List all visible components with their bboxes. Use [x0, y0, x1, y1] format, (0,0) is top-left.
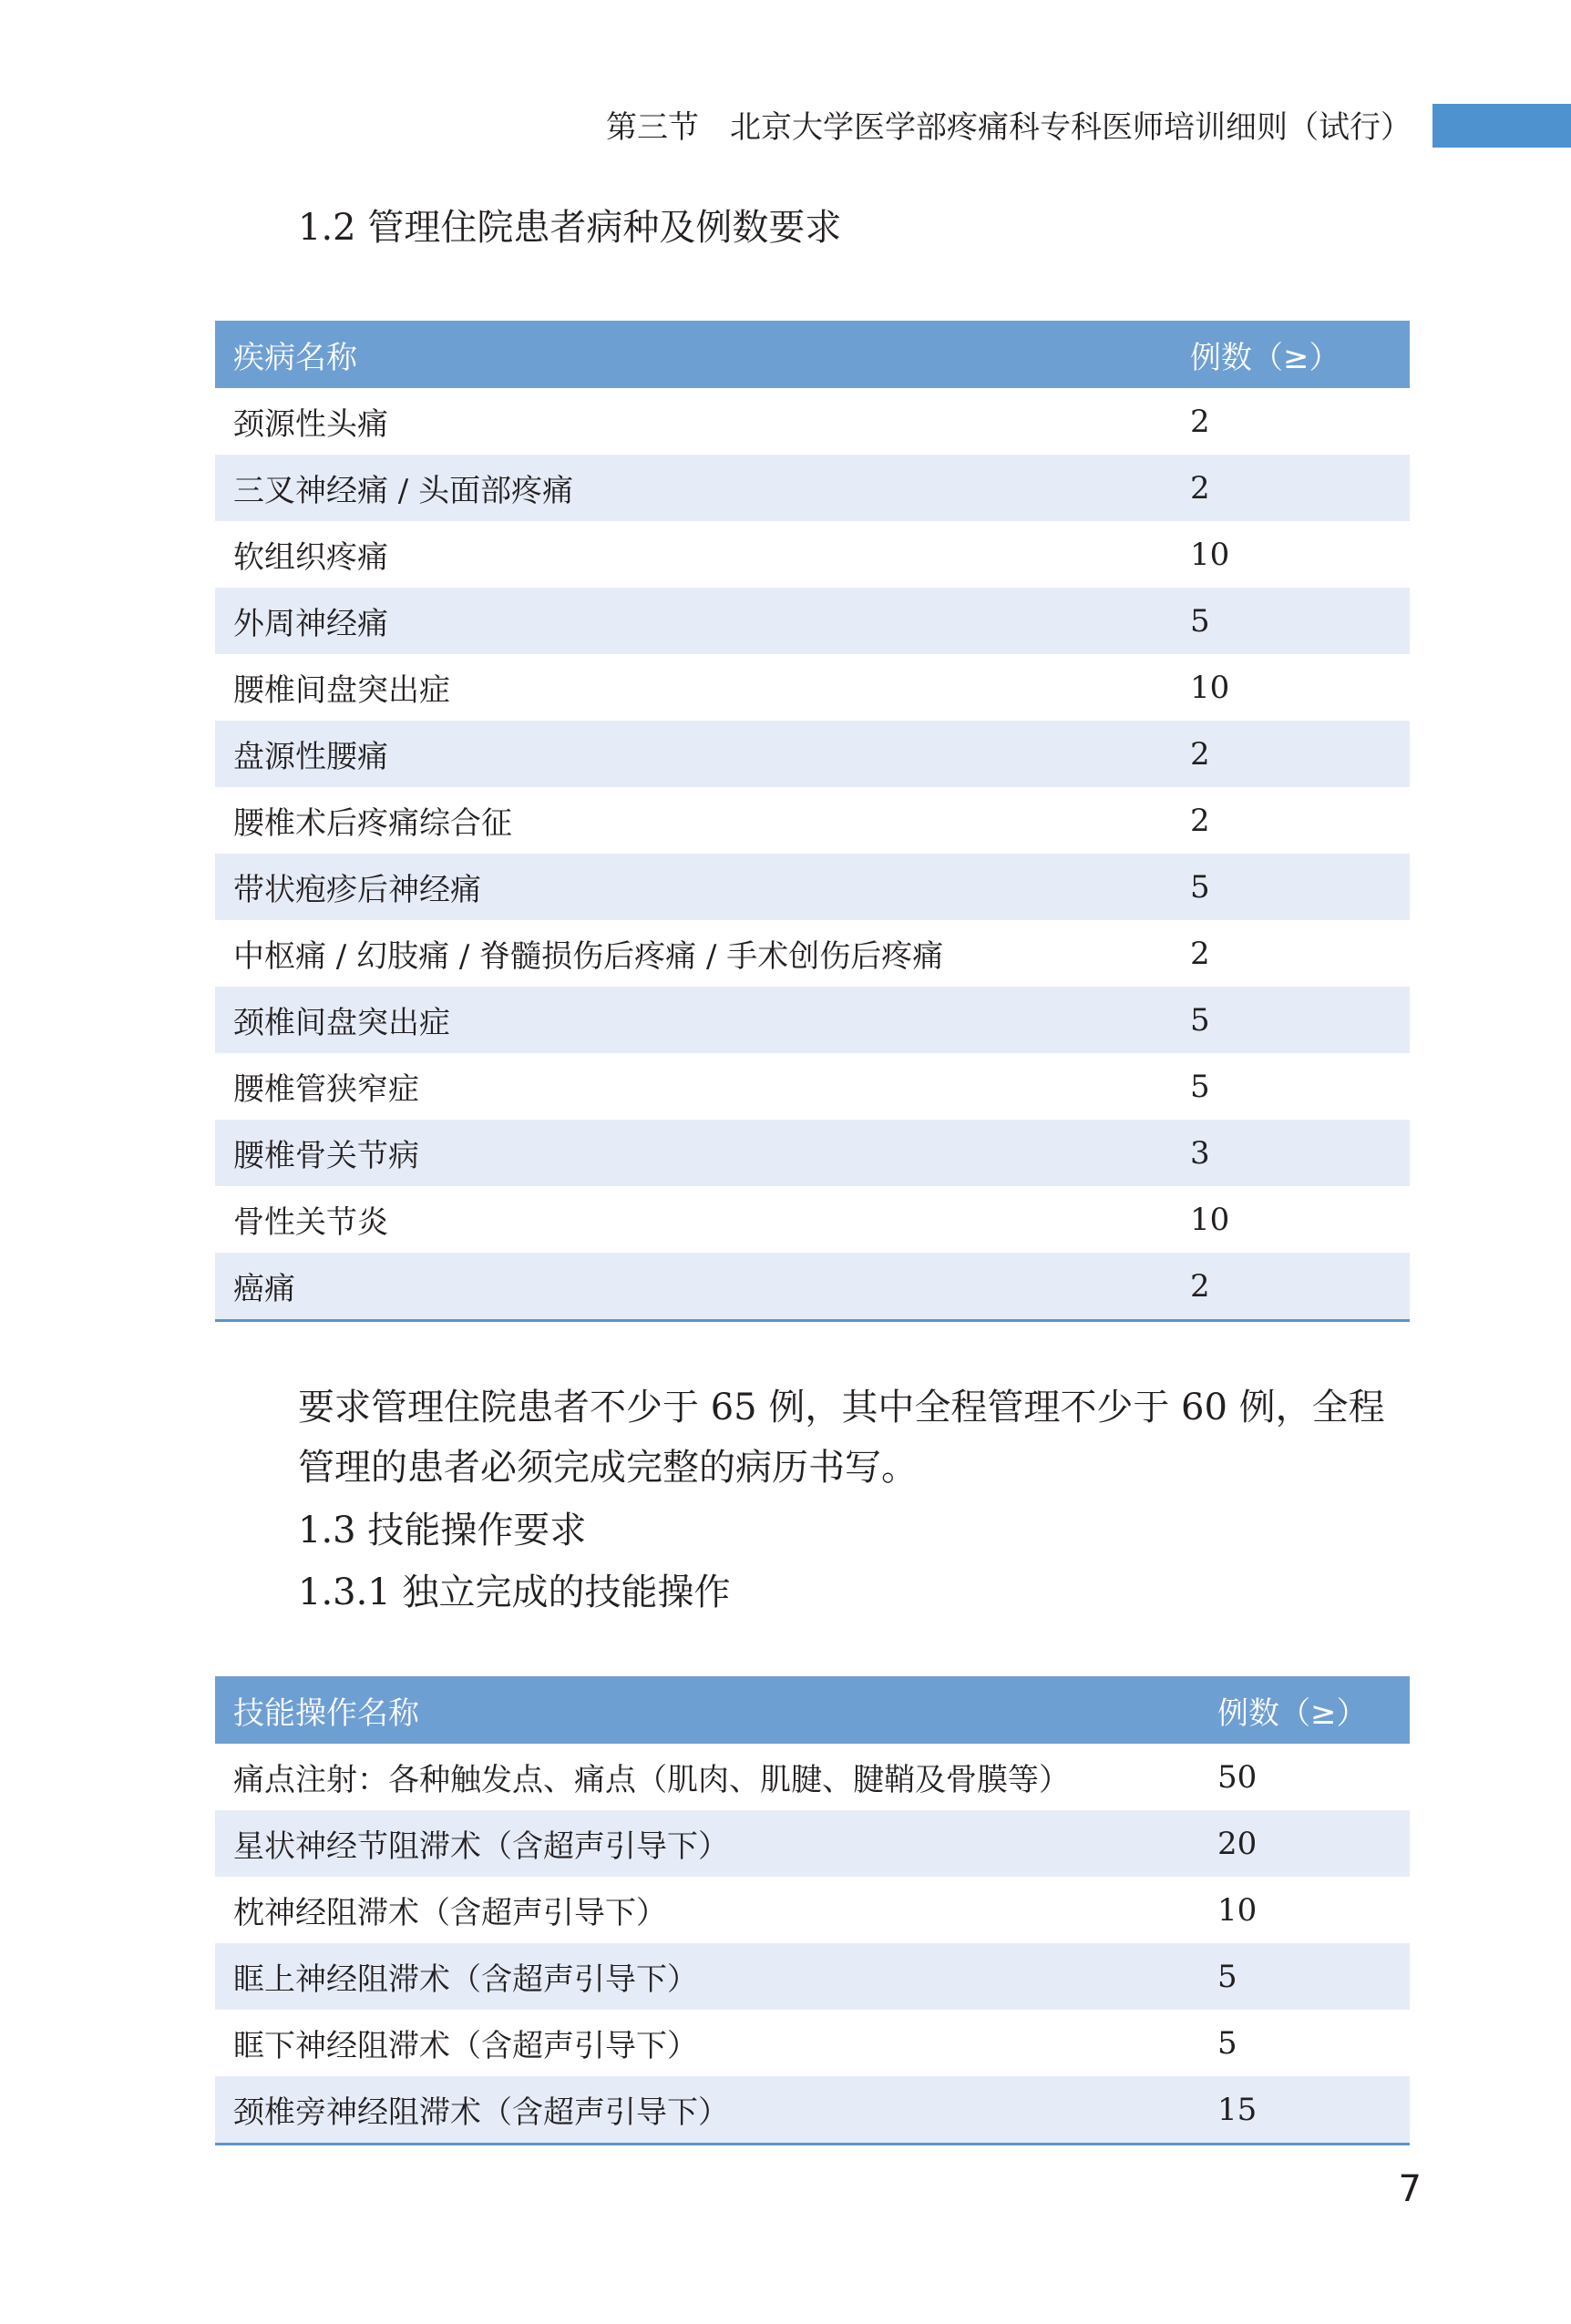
table-row: [215, 1186, 1410, 1253]
case-count-cell: 50: [1217, 1758, 1258, 1796]
skill-operations-table: [215, 1676, 1410, 2145]
table-row: [215, 1744, 1410, 1810]
table-row: [215, 455, 1410, 521]
column-header-skill-name: 技能操作名称: [215, 1676, 1199, 1744]
table-row: [215, 1877, 1410, 1943]
case-count-cell: 10: [1190, 536, 1230, 573]
column-header-case-count: 例数（≥）: [1172, 321, 1410, 388]
skill-name-cell: 枕神经阻滞术（含超声引导下）: [233, 1895, 667, 1931]
case-count-cell: 20: [1199, 1810, 1410, 1877]
table-row: [215, 388, 1410, 455]
disease-name-cell: 腰椎术后疼痛综合征: [233, 805, 512, 842]
table-row: [215, 2076, 1410, 2145]
table-row: [215, 787, 1410, 854]
skill-name-cell: 星状神经节阻滞术（含超声引导下）: [215, 1810, 1199, 1877]
table-row: [215, 920, 1410, 987]
table-header-row: [215, 1676, 1410, 1744]
section-1-2-heading: 1.2 管理住院患者病种及例数要求: [298, 207, 842, 249]
case-count-cell: 10: [1190, 669, 1230, 706]
case-count-cell: 5: [1217, 2024, 1237, 2062]
skill-name-cell: 眶上神经阻滞术（含超声引导下）: [215, 1943, 1199, 2010]
case-count-cell: 2: [1190, 935, 1210, 972]
table-row: [215, 1943, 1410, 2010]
disease-name-cell: 带状疱疹后神经痛: [215, 854, 1172, 920]
disease-name-cell: 盘源性腰痛: [215, 721, 1172, 787]
case-count-cell: 10: [1190, 1201, 1230, 1238]
table-row: [215, 1053, 1410, 1120]
disease-name-cell: 腰椎间盘突出症: [233, 672, 450, 709]
case-count-cell: 5: [1172, 854, 1410, 920]
case-count-cell: 3: [1172, 1120, 1410, 1186]
table-row: [215, 521, 1410, 588]
header-accent-bar: [1432, 104, 1571, 148]
case-count-cell: 2: [1172, 1253, 1410, 1321]
table-row: [215, 721, 1410, 787]
table-row: [215, 2010, 1410, 2076]
disease-name-cell: 颈源性头痛: [233, 406, 388, 443]
skill-name-cell: 颈椎旁神经阻滞术（含超声引导下）: [215, 2076, 1199, 2145]
page-number: 7: [1398, 2168, 1422, 2210]
skill-name-cell: 眶下神经阻滞术（含超声引导下）: [233, 2028, 698, 2064]
table-row: [215, 588, 1410, 654]
disease-name-cell: 骨性关节炎: [233, 1204, 388, 1241]
table-row: [215, 854, 1410, 920]
case-count-cell: 2: [1172, 721, 1410, 787]
table-row: [215, 654, 1410, 721]
case-count-cell: 5: [1172, 588, 1410, 654]
column-header-case-count: 例数（≥）: [1199, 1676, 1410, 1744]
disease-name-cell: 腰椎管狭窄症: [233, 1071, 419, 1108]
disease-name-cell: 中枢痛 / 幻肢痛 / 脊髓损伤后疼痛 / 手术创伤后疼痛: [233, 938, 944, 975]
table-row: [215, 1120, 1410, 1186]
inpatient-requirement-paragraph: [216, 1377, 1410, 1498]
disease-name-cell: 软组织疼痛: [233, 539, 388, 576]
table-row: [215, 1253, 1410, 1321]
disease-name-cell: 外周神经痛: [215, 588, 1172, 654]
column-header-disease-name: 疾病名称: [215, 321, 1172, 388]
page-header-title: 第三节 北京大学医学部疼痛科专科医师培训细则（试行）: [606, 109, 1412, 146]
section-1-3-1-heading: 1.3.1 独立完成的技能操作: [298, 1572, 731, 1613]
disease-cases-table: [215, 321, 1410, 1322]
table-row: [215, 987, 1410, 1053]
section-1-3-heading: 1.3 技能操作要求: [298, 1510, 587, 1551]
table-row: [215, 1810, 1410, 1877]
case-count-cell: 10: [1217, 1891, 1258, 1929]
disease-name-cell: 癌痛: [215, 1253, 1172, 1321]
case-count-cell: 5: [1190, 1068, 1210, 1105]
case-count-cell: 2: [1190, 802, 1210, 839]
disease-name-cell: 颈椎间盘突出症: [215, 987, 1172, 1053]
disease-name-cell: 腰椎骨关节病: [215, 1120, 1172, 1186]
table-header-row: [215, 321, 1410, 388]
inpatient-requirement-text: 要求管理住院患者不少于 65 例，其中全程管理不少于 60 例，全程管理的患者必须完成完整的病历书写。: [298, 1387, 1385, 1489]
case-count-cell: 2: [1190, 403, 1210, 440]
case-count-cell: 5: [1172, 987, 1410, 1053]
disease-name-cell: 三叉神经痛 / 头面部疼痛: [215, 455, 1172, 521]
case-count-cell: 15: [1199, 2076, 1410, 2145]
skill-name-cell: 痛点注射：各种触发点、痛点（肌肉、肌腱、腱鞘及骨膜等）: [233, 1762, 1070, 1798]
case-count-cell: 5: [1199, 1943, 1410, 2010]
case-count-cell: 2: [1172, 455, 1410, 521]
